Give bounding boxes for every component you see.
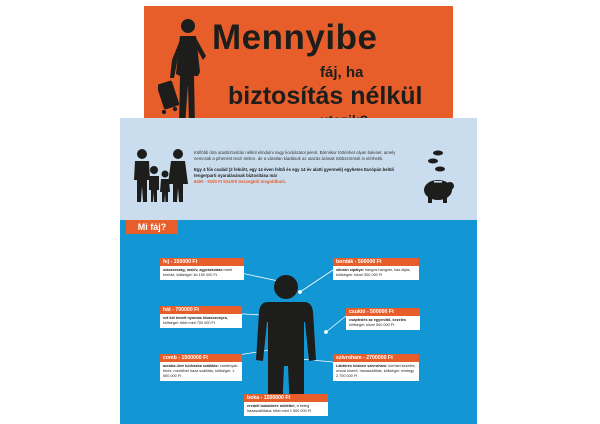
callout-szivroham-bold: Lábtörés közben szívroham: (336, 364, 388, 368)
title-line-1: Mennyibe (212, 18, 378, 57)
callout-szivroham-text: kórházi kezelés, orvosi kísérő, hazaszállítás, költségei: mintegy 2 700 000 Ft (336, 364, 416, 378)
callout-comb-bold: autóba ülve kórházba szállítás: (163, 364, 219, 368)
section-label: Mi fáj? (126, 220, 178, 234)
callout-hat-bold: ezt két kezelt nyomás kisasszonyra, (163, 316, 228, 320)
callout-bordak (333, 258, 419, 280)
callout-boka (244, 394, 328, 416)
title-box (144, 6, 453, 130)
callout-comb-head: comb - 1500000 Ft (160, 354, 242, 362)
callout-szivroham (333, 354, 419, 381)
body-map-band (120, 220, 477, 424)
callout-boka-head: boka - 1500000 Ft (244, 394, 328, 402)
traveler-silhouette-icon (158, 16, 214, 132)
callout-hat-text: költségei: több mint 700 000 Ft (163, 321, 215, 325)
info-text (194, 150, 410, 185)
callout-csuklo-head: csukló - 500000 Ft (346, 308, 420, 316)
callout-csuklo-bold: csapfedés az egyenlítő, kezelés (349, 318, 406, 322)
callout-comb-text: combnyak-törés, mentővel haza szállítás, költségei: 1 500 000 Ft (163, 364, 239, 378)
info-band (120, 118, 477, 220)
piggy-bank-coins-icon (418, 148, 458, 204)
title-line-2: fáj, ha (320, 64, 364, 81)
callout-bordak-head: bordák - 500000 Ft (333, 258, 419, 266)
callout-csuklo (346, 308, 420, 330)
info-price-line: 6400 - 9100 Ft közötti összegből megoldható. (194, 179, 287, 185)
info-intro: Külföldi útra utasbiztosítás nélkül elindulni nagy kockázatot jelent. Bármikor történhet olyan baleset, amely nemcsak a pihenést teszi tönkre, de a váratlan kiadások az utazás árának többszörösét is elérhetik. (194, 150, 396, 162)
infographic-poster (120, 0, 477, 424)
callout-bordak-text: hangos hangver, has-fájás, költségek: közel 500 000 Ft (336, 268, 411, 277)
callout-hat (160, 306, 242, 328)
title-line-3: biztosítás nélkül (228, 82, 423, 110)
callout-comb (160, 354, 242, 381)
callout-fej-head: fej - 150000 Ft (160, 258, 244, 266)
callout-fej-text: miatt kórház, költségei: kb 150 000 Ft (163, 268, 232, 277)
human-figure-icon (254, 274, 318, 414)
callout-fej-bold: olaszország, malév, agyrázkódás (163, 268, 223, 272)
family-icon (132, 148, 190, 204)
callout-hat-head: hát - 700000 Ft (160, 306, 242, 314)
callout-fej (160, 258, 244, 280)
callout-boka-text: a beteg hazaszállítása: több mint 1 500 000 Ft (247, 404, 312, 413)
callout-bordak-bold: sítúrán sípálya: (336, 268, 364, 272)
info-family-line: Egy 4 fős család (2 felnőtt, egy 14 éven felüli és egy 14 év alatti gyermek) egyhetes Európán belüli tengerparti nyaralásának biztosítása már (194, 166, 394, 178)
callout-csuklo-text: költségei: közel 500 000 Ft (349, 323, 395, 327)
callout-szivroham-head: szívroham - 2700000 Ft (333, 354, 419, 362)
callout-boka-bold: eredeti bokatörés műtéttel, (247, 404, 296, 408)
